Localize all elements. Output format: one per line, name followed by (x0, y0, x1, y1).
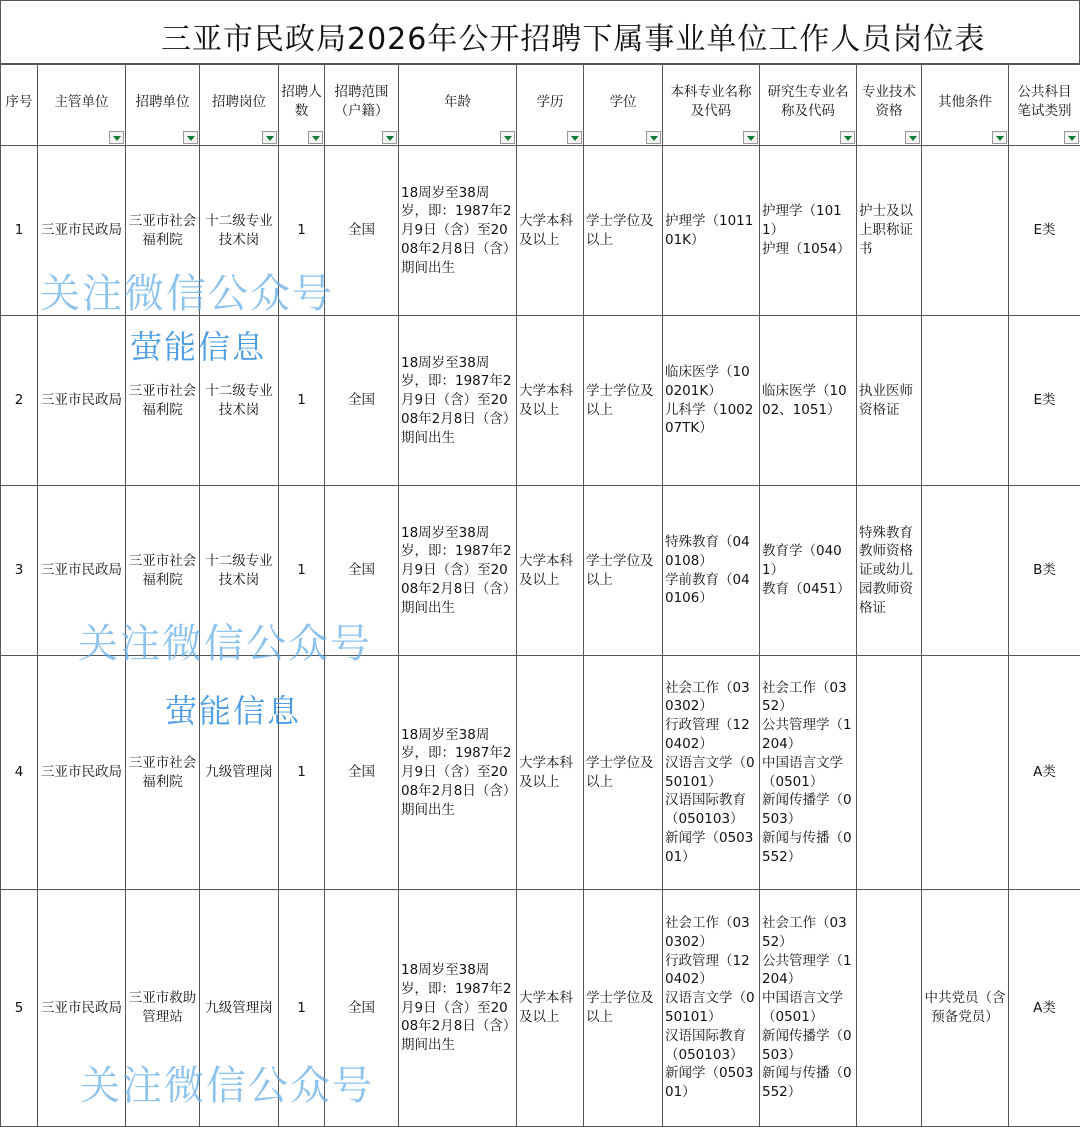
watermark-brand: 萤能信息 (130, 322, 266, 368)
filter-dropdown-icon[interactable] (646, 131, 661, 144)
cell-count: 1 (279, 890, 325, 1127)
cell-other (922, 316, 1009, 486)
header-other: 其他条件 (922, 65, 1009, 146)
cell-other (922, 656, 1009, 890)
header-scope: 招聘范围（户籍） (325, 65, 399, 146)
filter-dropdown-icon[interactable] (743, 131, 758, 144)
filter-dropdown-icon[interactable] (905, 131, 920, 144)
filter-dropdown-icon[interactable] (992, 131, 1007, 144)
header-row (1, 65, 1080, 146)
cell-scope: 全国 (325, 890, 399, 1127)
cell-exam: E类 (1009, 316, 1080, 486)
cell-unit: 三亚市社会福利院 (126, 486, 200, 656)
filter-dropdown-icon[interactable] (1064, 131, 1079, 144)
cell-scope: 全国 (325, 656, 399, 890)
cell-post: 十二级专业技术岗 (200, 486, 279, 656)
watermark-follow: 关注微信公众号 (78, 612, 372, 669)
header-degree: 学位 (584, 65, 663, 146)
filter-dropdown-icon[interactable] (382, 131, 397, 144)
cell-age: 18周岁至38周岁，即：1987年2月9日（含）至2008年2月8日（含）期间出生 (399, 890, 517, 1127)
cell-grad-major: 社会工作（0352） 公共管理学（1204） 中国语言文学（0501） 新闻传播学（0503） 新闻与传播（0552） (760, 656, 857, 890)
cell-ug-major: 特殊教育（040108） 学前教育（040106） (663, 486, 760, 656)
table-row (1, 146, 1080, 316)
cell-cert: 特殊教育教师资格证或幼儿园教师资格证 (857, 486, 922, 656)
cell-grad-major: 教育学（0401） 教育（0451） (760, 486, 857, 656)
cell-count: 1 (279, 656, 325, 890)
header-cert: 专业技术资格 (857, 65, 922, 146)
cell-ug-major: 临床医学（100201K） 儿科学（100207TK） (663, 316, 760, 486)
filter-dropdown-icon[interactable] (500, 131, 515, 144)
header-ug-major: 本科专业名称及代码 (663, 65, 760, 146)
cell-other (922, 486, 1009, 656)
recruitment-table (0, 64, 1080, 1127)
cell-degree: 学士学位及以上 (584, 316, 663, 486)
header-seq: 序号 (1, 65, 38, 146)
cell-edu: 大学本科及以上 (517, 890, 584, 1127)
cell-seq: 1 (1, 146, 38, 316)
cell-post: 十二级专业技术岗 (200, 146, 279, 316)
cell-degree: 学士学位及以上 (584, 890, 663, 1127)
cell-seq: 5 (1, 890, 38, 1127)
cell-exam: A类 (1009, 656, 1080, 890)
cell-scope: 全国 (325, 146, 399, 316)
cell-dept: 三亚市民政局 (38, 656, 126, 890)
cell-grad-major: 护理学（1011） 护理（1054） (760, 146, 857, 316)
page-title: 三亚市民政局2026年公开招聘下属事业单位工作人员岗位表 (161, 14, 985, 58)
header-exam: 公共科目笔试类别 (1009, 65, 1080, 146)
cell-dept: 三亚市民政局 (38, 486, 126, 656)
cell-dept: 三亚市民政局 (38, 146, 126, 316)
cell-exam: E类 (1009, 146, 1080, 316)
cell-dept: 三亚市民政局 (38, 890, 126, 1127)
cell-count: 1 (279, 486, 325, 656)
cell-other (922, 146, 1009, 316)
cell-edu: 大学本科及以上 (517, 486, 584, 656)
cell-cert: 执业医师资格证 (857, 316, 922, 486)
filter-dropdown-icon[interactable] (183, 131, 198, 144)
cell-unit: 三亚市社会福利院 (126, 316, 200, 486)
filter-dropdown-icon[interactable] (262, 131, 277, 144)
cell-dept: 三亚市民政局 (38, 316, 126, 486)
cell-post: 九级管理岗 (200, 890, 279, 1127)
cell-seq: 2 (1, 316, 38, 486)
cell-ug-major: 护理学（101101K） (663, 146, 760, 316)
cell-scope: 全国 (325, 486, 399, 656)
cell-degree: 学士学位及以上 (584, 656, 663, 890)
filter-dropdown-icon[interactable] (308, 131, 323, 144)
cell-cert (857, 890, 922, 1127)
cell-exam: B类 (1009, 486, 1080, 656)
watermark-follow: 关注微信公众号 (40, 262, 334, 319)
table-row (1, 486, 1080, 656)
cell-cert: 护士及以上职称证书 (857, 146, 922, 316)
cell-post: 十二级专业技术岗 (200, 316, 279, 486)
cell-ug-major: 社会工作（030302） 行政管理（120402） 汉语言文学（050101） 汉语国际教育（050103） 新闻学（050301） (663, 890, 760, 1127)
header-count: 招聘人数 (279, 65, 325, 146)
cell-other: 中共党员（含预备党员） (922, 890, 1009, 1127)
cell-unit: 三亚市社会福利院 (126, 656, 200, 890)
header-grad-major: 研究生专业名称及代码 (760, 65, 857, 146)
cell-count: 1 (279, 146, 325, 316)
page-title-cell (0, 0, 1080, 64)
cell-unit: 三亚市救助管理站 (126, 890, 200, 1127)
cell-age: 18周岁至38周岁，即：1987年2月9日（含）至2008年2月8日（含）期间出生 (399, 486, 517, 656)
cell-seq: 4 (1, 656, 38, 890)
filter-dropdown-icon[interactable] (109, 131, 124, 144)
cell-scope: 全国 (325, 316, 399, 486)
cell-exam: A类 (1009, 890, 1080, 1127)
filter-dropdown-icon[interactable] (840, 131, 855, 144)
cell-degree: 学士学位及以上 (584, 486, 663, 656)
header-post: 招聘岗位 (200, 65, 279, 146)
filter-dropdown-icon[interactable] (567, 131, 582, 144)
cell-edu: 大学本科及以上 (517, 316, 584, 486)
header-edu: 学历 (517, 65, 584, 146)
cell-degree: 学士学位及以上 (584, 146, 663, 316)
watermark-follow: 关注微信公众号 (80, 1054, 374, 1111)
cell-ug-major: 社会工作（030302） 行政管理（120402） 汉语言文学（050101） 汉语国际教育（050103） 新闻学（050301） (663, 656, 760, 890)
cell-cert (857, 656, 922, 890)
cell-grad-major: 临床医学（1002、1051） (760, 316, 857, 486)
cell-seq: 3 (1, 486, 38, 656)
cell-age: 18周岁至38周岁，即：1987年2月9日（含）至2008年2月8日（含）期间出生 (399, 316, 517, 486)
watermark-brand: 萤能信息 (165, 686, 301, 732)
cell-grad-major: 社会工作（0352） 公共管理学（1204） 中国语言文学（0501） 新闻传播学（0503） 新闻与传播（0552） (760, 890, 857, 1127)
header-age: 年龄 (399, 65, 517, 146)
cell-count: 1 (279, 316, 325, 486)
table-row (1, 890, 1080, 1127)
cell-age: 18周岁至38周岁，即：1987年2月9日（含）至2008年2月8日（含）期间出生 (399, 656, 517, 890)
cell-post: 九级管理岗 (200, 656, 279, 890)
cell-age: 18周岁至38周岁，即：1987年2月9日（含）至2008年2月8日（含）期间出生 (399, 146, 517, 316)
table-row (1, 656, 1080, 890)
header-dept: 主管单位 (38, 65, 126, 146)
cell-edu: 大学本科及以上 (517, 656, 584, 890)
cell-edu: 大学本科及以上 (517, 146, 584, 316)
table-row (1, 316, 1080, 486)
header-unit: 招聘单位 (126, 65, 200, 146)
cell-unit: 三亚市社会福利院 (126, 146, 200, 316)
